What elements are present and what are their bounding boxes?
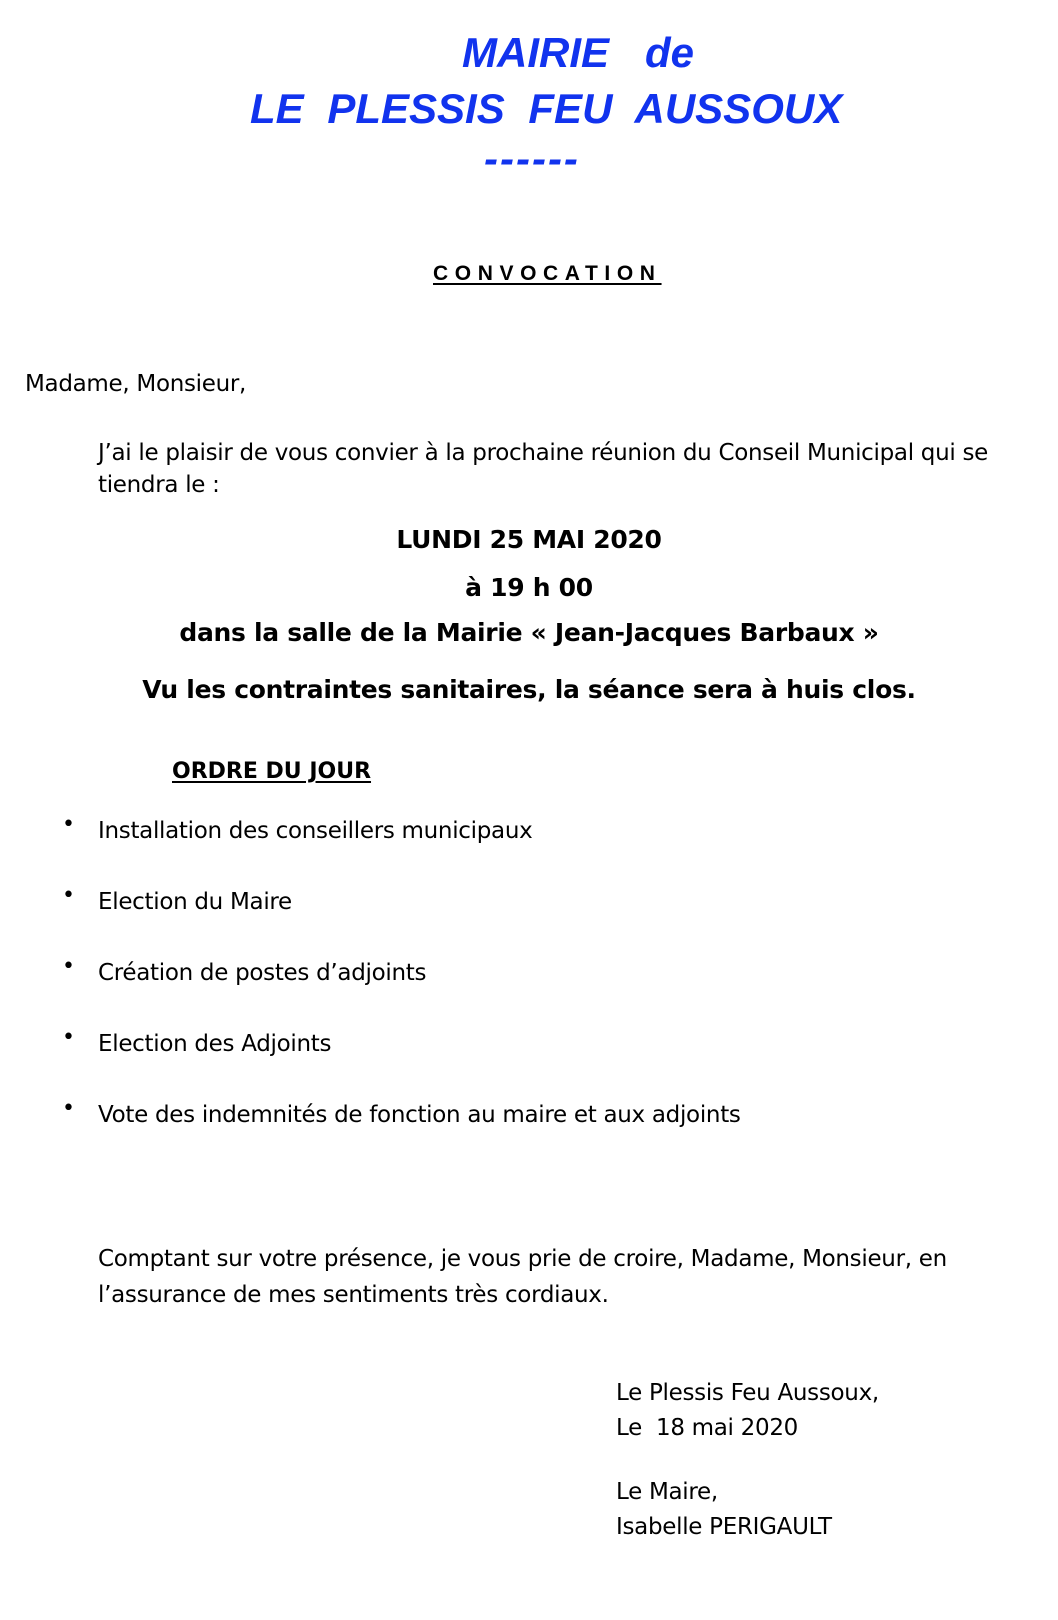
- meeting-time: à 19 h 00: [465, 573, 593, 602]
- agenda-item: Installation des conseillers municipaux: [98, 818, 533, 844]
- agenda-item: Création de postes d’adjoints: [98, 960, 427, 986]
- salutation: Madame, Monsieur,: [25, 371, 247, 397]
- signature-name: Isabelle PERIGAULT: [616, 1514, 832, 1540]
- bullet-icon: •: [62, 1096, 75, 1121]
- signature-place: Le Plessis Feu Aussoux,: [616, 1380, 879, 1406]
- signature-role: Le Maire,: [616, 1479, 718, 1505]
- meeting-place: dans la salle de la Mairie « Jean-Jacques Barbaux »: [179, 618, 879, 647]
- bullet-icon: •: [62, 812, 75, 837]
- agenda-item: Election du Maire: [98, 889, 292, 915]
- agenda-title: ORDRE DU JOUR: [172, 759, 372, 784]
- intro-text-line-2: tiendra le :: [98, 472, 220, 498]
- page-title-line-2: LE PLESSIS FEU AUSSOUX: [250, 85, 843, 132]
- bullet-icon: •: [62, 1025, 75, 1050]
- bullet-icon: •: [62, 883, 75, 908]
- title-separator: ------: [484, 135, 580, 182]
- intro-text-line-1: J’ai le plaisir de vous convier à la prochaine réunion du Conseil Municipal qui se: [98, 440, 989, 466]
- agenda-item: Vote des indemnités de fonction au maire et aux adjoints: [98, 1102, 741, 1128]
- bullet-icon: •: [62, 954, 75, 979]
- title-word-de: de: [645, 29, 695, 76]
- page-title-line-1: [462, 29, 695, 76]
- title-word-mairie: MAIRIE: [462, 29, 609, 76]
- document-heading: CONVOCATION: [433, 262, 662, 285]
- meeting-notice: Vu les contraintes sanitaires, la séance sera à huis clos.: [142, 675, 916, 704]
- closing-text-line-2: l’assurance de mes sentiments très cordiaux.: [98, 1282, 609, 1308]
- meeting-date: LUNDI 25 MAI 2020: [396, 525, 662, 554]
- closing-text-line-1: Comptant sur votre présence, je vous prie de croire, Madame, Monsieur, en: [98, 1246, 947, 1272]
- signature-date: Le 18 mai 2020: [616, 1415, 798, 1441]
- agenda-item: Election des Adjoints: [98, 1031, 332, 1057]
